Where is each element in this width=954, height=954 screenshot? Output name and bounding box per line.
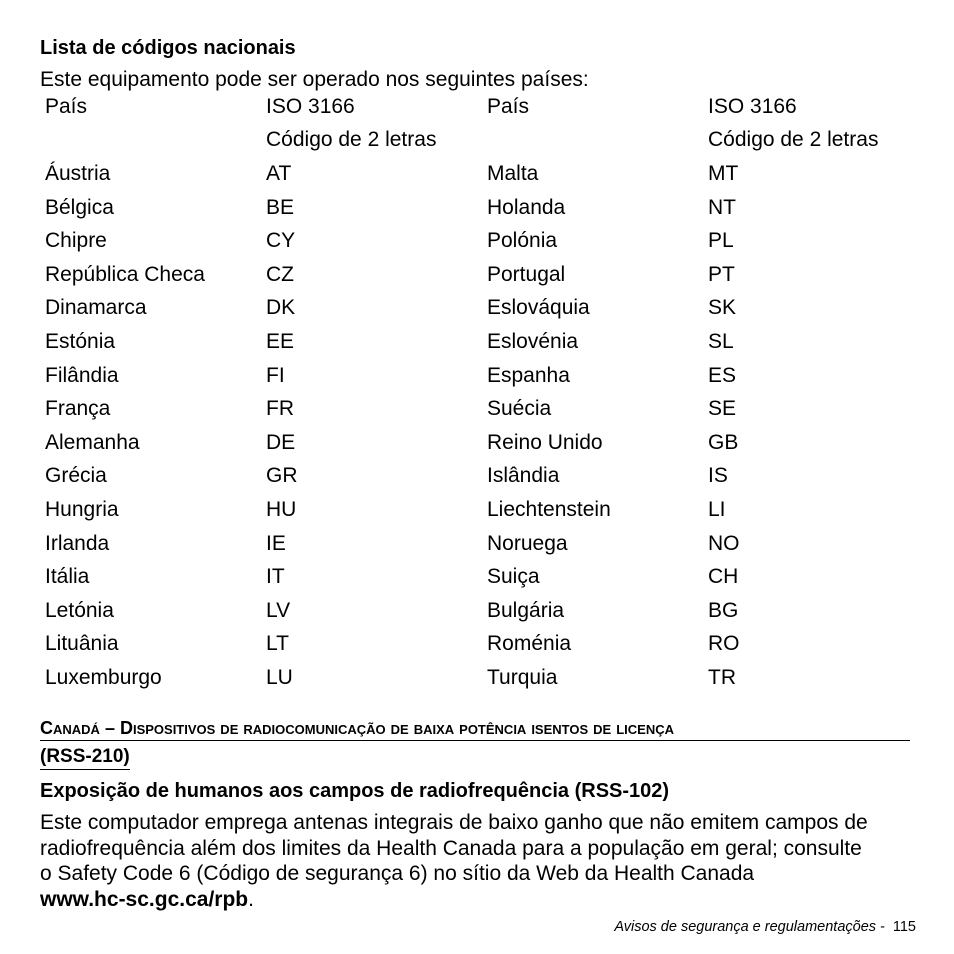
table-row	[40, 460, 908, 494]
country-cell: Hungria	[45, 497, 119, 521]
table-row	[40, 426, 908, 460]
table-row	[40, 157, 908, 191]
table-row	[40, 224, 908, 258]
country-cell: Noruega	[487, 531, 568, 555]
country-cell: País	[487, 94, 530, 118]
code-cell: PT	[708, 262, 735, 286]
paragraph-last-line	[40, 887, 930, 913]
code-cell: IS	[708, 464, 728, 488]
code-cell: SK	[708, 296, 737, 320]
code-cell: ISO 3166	[266, 94, 355, 118]
code-cell: LU	[266, 665, 293, 689]
code-cell: LV	[266, 598, 291, 622]
table-row	[40, 560, 908, 594]
code-cell: LI	[708, 497, 726, 521]
section-heading: Lista de códigos nacionais	[40, 37, 296, 59]
code-cell: RO	[708, 632, 740, 656]
code-cell: EE	[266, 329, 295, 353]
country-cell: Lituânia	[45, 632, 119, 656]
table-row	[40, 191, 908, 225]
country-cell: Liechtenstein	[487, 497, 611, 521]
country-cell: Espanha	[487, 363, 570, 387]
code-cell: FI	[266, 363, 285, 387]
country-cell: Suiça	[487, 565, 540, 589]
country-cell: Filândia	[45, 363, 119, 387]
footer-text: Avisos de segurança e regulamentações -	[614, 919, 885, 935]
country-cell	[482, 124, 703, 158]
country-cell: Roménia	[487, 632, 572, 656]
code-cell: LT	[266, 632, 289, 656]
paragraph-end: .	[248, 887, 254, 911]
code-cell: MT	[708, 161, 739, 185]
country-cell: Chipre	[45, 229, 107, 253]
code-cell: GR	[266, 464, 298, 488]
country-cell: Letónia	[45, 598, 114, 622]
code-cell: CZ	[266, 262, 294, 286]
paragraph-line: Este computador emprega antenas integrais de baixo ganho que não emitem campos de	[40, 811, 868, 834]
code-cell: PL	[708, 229, 734, 253]
code-cell: IE	[266, 531, 286, 555]
country-cell: Eslovénia	[487, 329, 579, 353]
table-row	[40, 527, 908, 561]
code-cell: ES	[708, 363, 737, 387]
section-title: Canadá – Dispositivos de radiocomunicação de baixa potência isentos de licença	[40, 716, 910, 741]
country-cell: Irlanda	[45, 531, 110, 555]
code-cell: HU	[266, 497, 297, 521]
country-cell: Eslováquia	[487, 296, 590, 320]
country-codes-table	[40, 90, 908, 695]
country-cell: Estónia	[45, 329, 116, 353]
code-cell: CH	[708, 565, 739, 589]
table-row	[40, 392, 908, 426]
country-cell: Dinamarca	[45, 296, 147, 320]
code-cell: SE	[708, 397, 737, 421]
code-cell: BE	[266, 195, 295, 219]
paragraph-line: o Safety Code 6 (Código de segurança 6) no sítio da Web da Health Canada	[40, 862, 755, 885]
page-footer	[614, 917, 916, 937]
country-cell: Holanda	[487, 195, 566, 219]
paragraph-line: radiofrequência além dos limites da Health Canada para a população em geral; consulte	[40, 836, 862, 860]
country-cell: Luxemburgo	[45, 665, 162, 689]
code-cell: TR	[708, 665, 736, 689]
subheading: Exposição de humanos aos campos de radiofrequência (RSS-102)	[40, 780, 670, 802]
code-cell: NT	[708, 195, 736, 219]
table-row	[40, 325, 908, 359]
code-cell: NO	[708, 531, 740, 555]
country-cell: País	[45, 94, 88, 118]
table-row	[40, 292, 908, 326]
table-subheader-row	[40, 124, 908, 158]
country-cell: Turquia	[487, 665, 558, 689]
table-row	[40, 258, 908, 292]
code-cell: ISO 3166	[708, 94, 797, 118]
country-cell: Bulgária	[487, 598, 565, 622]
country-cell: Malta	[487, 161, 539, 185]
intro-text: Este equipamento pode ser operado nos seguintes países:	[40, 68, 589, 91]
table-row	[40, 661, 908, 695]
code-cell: DE	[266, 430, 296, 454]
country-cell: República Checa	[45, 262, 205, 286]
country-cell: Grécia	[45, 464, 107, 488]
section-title-code: (RSS-210)	[40, 745, 130, 770]
code-cell: AT	[266, 161, 292, 185]
code-cell: IT	[266, 565, 285, 589]
table-row	[40, 493, 908, 527]
country-cell: Bélgica	[45, 195, 114, 219]
body-paragraph	[40, 810, 930, 912]
country-cell	[40, 124, 261, 158]
code-cell: CY	[266, 229, 296, 253]
country-cell: Suécia	[487, 397, 552, 421]
country-cell: Islândia	[487, 464, 560, 488]
page-number: 115	[892, 919, 916, 935]
table-row	[40, 359, 908, 393]
country-cell: Portugal	[487, 262, 566, 286]
code-cell: DK	[266, 296, 296, 320]
table-header-row	[40, 90, 908, 124]
country-cell: Polónia	[487, 229, 558, 253]
country-cell: França	[45, 397, 111, 421]
table-row	[40, 594, 908, 628]
code-cell: Código de 2 letras	[266, 128, 437, 152]
code-cell: FR	[266, 397, 294, 421]
health-canada-link[interactable]: www.hc-sc.gc.ca/rpb	[40, 887, 249, 911]
country-cell: Itália	[45, 565, 90, 589]
country-cell: Reino Unido	[487, 430, 603, 454]
code-cell: Código de 2 letras	[708, 128, 879, 152]
code-cell: GB	[708, 430, 739, 454]
country-cell: Áustria	[45, 161, 111, 185]
code-cell: BG	[708, 598, 739, 622]
country-cell: Alemanha	[45, 430, 140, 454]
code-cell: SL	[708, 329, 734, 353]
table-row	[40, 628, 908, 662]
